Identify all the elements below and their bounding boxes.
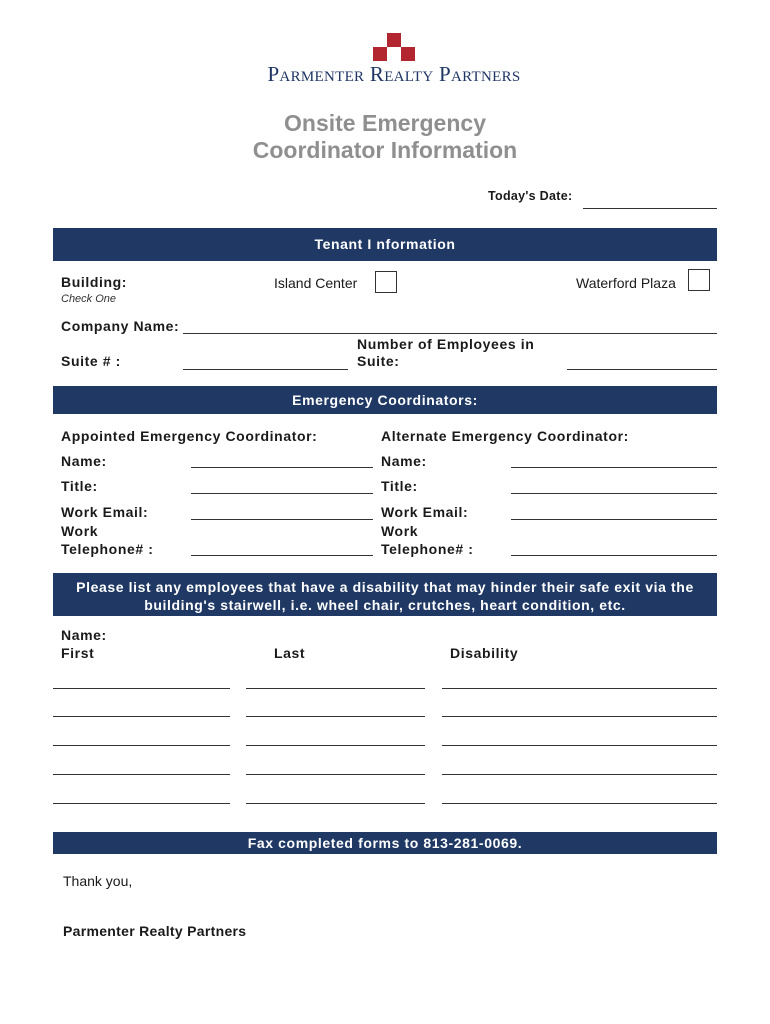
appointed-name-label: Name: bbox=[61, 453, 107, 469]
employees-field[interactable] bbox=[567, 369, 717, 370]
suite-field[interactable] bbox=[183, 369, 348, 370]
building-label: Building: bbox=[61, 274, 128, 290]
disability-field[interactable] bbox=[442, 745, 717, 746]
signature-text: Parmenter Realty Partners bbox=[63, 923, 247, 939]
appointed-name-field[interactable] bbox=[191, 467, 373, 468]
emergency-coordinators-header: Emergency Coordinators: bbox=[53, 386, 717, 414]
appointed-email-field[interactable] bbox=[191, 519, 373, 520]
alternate-phone-field[interactable] bbox=[511, 555, 717, 556]
disability-column-label: Disability bbox=[450, 645, 519, 661]
logo-text: Parmenter Realty Partners bbox=[267, 62, 521, 86]
alternate-coordinator-heading: Alternate Emergency Coordinator: bbox=[381, 428, 629, 444]
alternate-phone-label-line2: Telephone# : bbox=[381, 541, 474, 557]
suite-label: Suite # : bbox=[61, 353, 121, 369]
alternate-email-field[interactable] bbox=[511, 519, 717, 520]
first-column-label: First bbox=[61, 645, 95, 661]
fax-instructions-band: Fax completed forms to 813-281-0069. bbox=[53, 832, 717, 854]
company-name-label: Company Name: bbox=[61, 318, 180, 334]
last-name-field[interactable] bbox=[246, 774, 425, 775]
first-name-field[interactable] bbox=[53, 688, 230, 689]
tenant-info-header: Tenant I nformation bbox=[53, 228, 717, 261]
appointed-title-label: Title: bbox=[61, 478, 98, 494]
disability-field[interactable] bbox=[442, 803, 717, 804]
name-column-label: Name: bbox=[61, 627, 107, 643]
alternate-phone-label-line1: Work bbox=[381, 523, 419, 539]
disability-instructions-line2: building's stairwell, i.e. wheel chair, crutches, heart condition, etc. bbox=[144, 597, 626, 613]
last-name-field[interactable] bbox=[246, 716, 425, 717]
waterford-plaza-checkbox[interactable] bbox=[688, 269, 710, 291]
disability-field[interactable] bbox=[442, 774, 717, 775]
last-name-field[interactable] bbox=[246, 745, 425, 746]
todays-date-label: Today's Date: bbox=[488, 189, 573, 203]
last-column-label: Last bbox=[274, 645, 306, 661]
appointed-title-field[interactable] bbox=[191, 493, 373, 494]
appointed-phone-label-line2: Telephone# : bbox=[61, 541, 154, 557]
appointed-phone-field[interactable] bbox=[191, 555, 373, 556]
alternate-name-label: Name: bbox=[381, 453, 427, 469]
last-name-field[interactable] bbox=[246, 688, 425, 689]
employees-label-line1: Number of Employees in bbox=[357, 336, 535, 352]
first-name-field[interactable] bbox=[53, 745, 230, 746]
page-title-line1: Onsite Emergency bbox=[284, 110, 486, 136]
company-name-field[interactable] bbox=[183, 333, 717, 334]
alternate-email-label: Work Email: bbox=[381, 504, 469, 520]
appointed-phone-label-line1: Work bbox=[61, 523, 99, 539]
appointed-coordinator-heading: Appointed Emergency Coordinator: bbox=[61, 428, 318, 444]
island-center-checkbox[interactable] bbox=[375, 271, 397, 293]
alternate-title-field[interactable] bbox=[511, 493, 717, 494]
logo-square bbox=[401, 47, 415, 61]
appointed-email-label: Work Email: bbox=[61, 504, 149, 520]
first-name-field[interactable] bbox=[53, 716, 230, 717]
first-name-field[interactable] bbox=[53, 803, 230, 804]
disability-field[interactable] bbox=[442, 688, 717, 689]
alternate-name-field[interactable] bbox=[511, 467, 717, 468]
check-one-note: Check One bbox=[61, 293, 117, 305]
logo-square bbox=[387, 33, 401, 47]
alternate-title-label: Title: bbox=[381, 478, 418, 494]
employees-label-line2: Suite: bbox=[357, 353, 400, 369]
todays-date-field[interactable] bbox=[583, 208, 717, 209]
first-name-field[interactable] bbox=[53, 774, 230, 775]
logo-square bbox=[373, 47, 387, 61]
disability-field[interactable] bbox=[442, 716, 717, 717]
option-waterford-plaza-label: Waterford Plaza bbox=[576, 275, 676, 291]
disability-instructions-line1: Please list any employees that have a disability that may hinder their safe exit via the bbox=[76, 579, 694, 595]
disability-instructions-header bbox=[53, 573, 717, 616]
page-title-line2: Coordinator Information bbox=[252, 137, 518, 163]
thank-you-text: Thank you, bbox=[63, 873, 133, 889]
option-island-center-label: Island Center bbox=[274, 275, 358, 291]
last-name-field[interactable] bbox=[246, 803, 425, 804]
